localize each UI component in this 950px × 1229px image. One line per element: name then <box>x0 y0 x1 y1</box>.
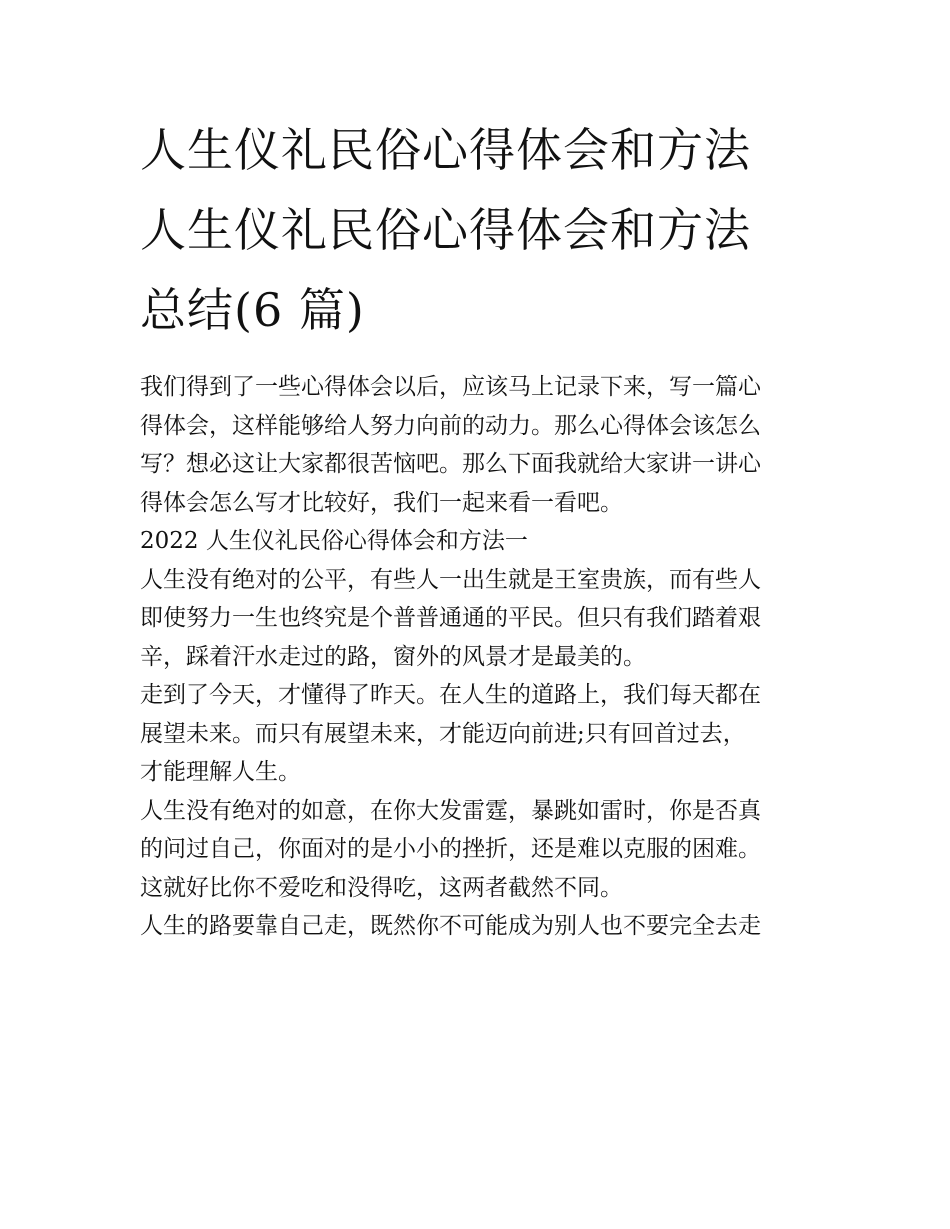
paragraph-line: 辛，踩着汗水走过的路，窗外的风景才是最美的。 <box>140 643 646 670</box>
intro-line: 写？想必这让大家都很苦恼吧。那么下面我就给大家讲一讲心 <box>140 451 761 477</box>
title-line: 人生仪礼民俗心得体会和方法 <box>140 203 751 257</box>
document-page <box>140 110 820 946</box>
paragraph-line: 即使努力一生也终究是个普普通通的平民。但只有我们踏着艰 <box>140 605 761 631</box>
title-line: 总结(6 篇) <box>140 283 365 337</box>
intro-line: 我们得到了一些心得体会以后，应该马上记录下来，写一篇心 <box>140 374 761 400</box>
paragraph-line: 人生的路要靠自己走，既然你不可能成为别人也不要完全去走 <box>140 913 761 939</box>
paragraph-line: 展望未来。而只有展望未来，才能迈向前进;只有回首过去， <box>140 720 746 747</box>
paragraph-line: 人生没有绝对的公平，有些人一出生就是王室贵族，而有些人 <box>140 566 761 593</box>
paragraph-line: 才能理解人生。 <box>140 759 301 785</box>
intro-paragraph <box>140 368 820 522</box>
document-title <box>140 110 820 350</box>
paragraph-line: 这就好比你不爱吃和没得吃，这两者截然不同。 <box>140 874 623 901</box>
title-line: 人生仪礼民俗心得体会和方法 <box>140 123 751 177</box>
body-paragraph <box>140 561 820 677</box>
paragraph-line: 走到了今天，才懂得了昨天。在人生的道路上，我们每天都在 <box>140 682 761 708</box>
body-paragraph <box>140 792 820 908</box>
paragraph-line: 的问过自己，你面对的是小小的挫折，还是难以克服的困难。 <box>140 836 761 862</box>
intro-line: 得体会，这样能够给人努力向前的动力。那么心得体会该怎么 <box>140 412 761 439</box>
section-heading: 2022 人生仪礼民俗心得体会和方法一 <box>140 528 528 554</box>
paragraph-line: 人生没有绝对的如意，在你大发雷霆，暴跳如雷时，你是否真 <box>140 797 761 824</box>
body-paragraph <box>140 676 820 792</box>
intro-line: 得体会怎么写才比较好，我们一起来看一看吧。 <box>140 489 623 516</box>
body-paragraph <box>140 907 820 946</box>
